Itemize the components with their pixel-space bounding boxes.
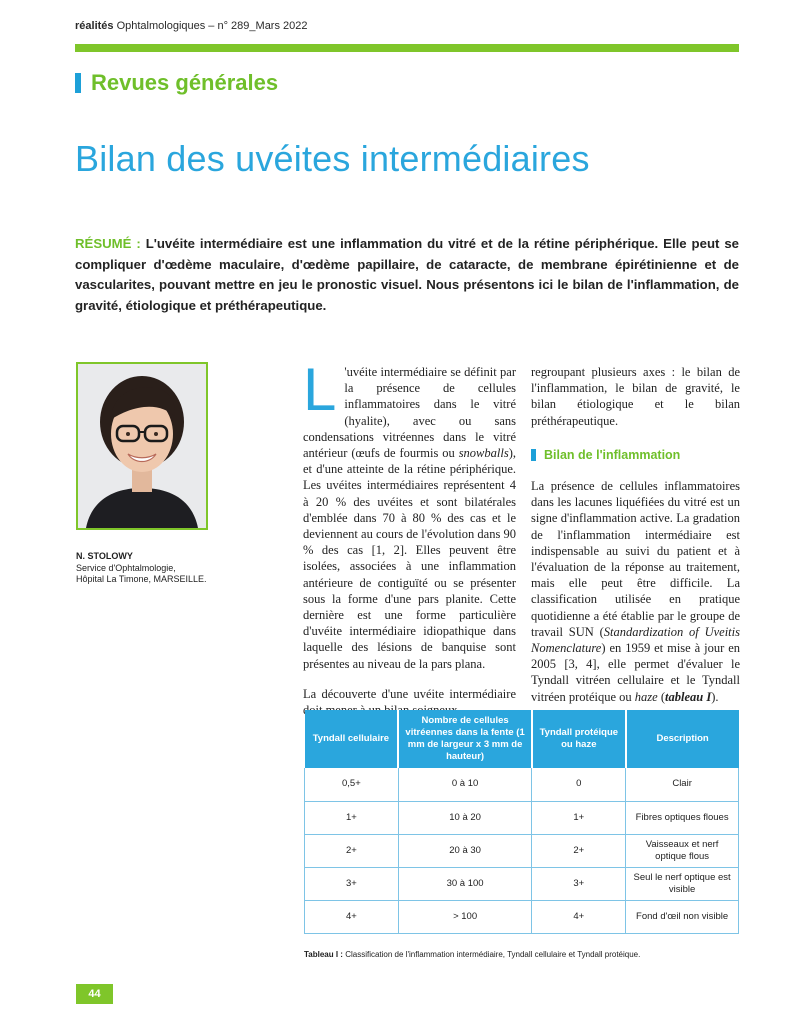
section-marker: [75, 73, 81, 93]
header-tyndall-proteique: Tyndall protéique ou haze: [532, 710, 626, 768]
table-cell: 0: [532, 768, 626, 801]
table-row: [305, 900, 739, 933]
author-affiliation: [76, 563, 207, 585]
axes-paragraph: regroupant plusieurs axes : le bilan de l'inflammation, le bilan de gravité, le bilan étiologique et le bilan préthérapeutique.: [531, 365, 740, 428]
table-cell: 3+: [532, 867, 626, 900]
author-name: N. STOLOWY: [76, 551, 133, 561]
table-cell: 2+: [305, 834, 399, 867]
table-cell: 1+: [305, 801, 399, 834]
subsection-title: Bilan de l'inflammation: [544, 447, 681, 462]
table-cell: 0,5+: [305, 768, 399, 801]
article-title: Bilan des uvéites intermédiaires: [75, 138, 590, 179]
drop-cap: L: [303, 356, 337, 423]
inflammation-text-em: Standardization of Uveitis Nomenclature: [531, 624, 740, 656]
inflammation-paragraph: [531, 478, 740, 705]
table-cell: Vaisseaux et nerf optique flous: [626, 834, 739, 867]
inflammation-text-c: (: [657, 689, 666, 704]
classification-table: [304, 710, 739, 934]
table-cell: 10 à 20: [398, 801, 532, 834]
inflammation-text-a: La présence de cellules inflammatoires dans les lacunes liquéfiées du vitré est un signe d'inflammation active. La gradation de l'inflammation intermédiaire est indispensable au suivi du patient et à l'évaluation de la réponse au traitement, mais elle peut être difficile. La classification utilisée en pratique quotidienne a été établie par le groupe de travail SUN (: [531, 479, 740, 639]
table-cell: Seul le nerf optique est visible: [626, 867, 739, 900]
table-cell: 2+: [532, 834, 626, 867]
intro-text-b: ), et d'une atteinte de la rétine périphérique. Les uvéites intermédiaires représentent 4 à 20 % des uvéites et sont bilatérales d'emblée dans 70 à 80 % des cas et le deviennent au cours de l'évolution dans 90 % des cas [1, 2]. Elles peuvent être isolées, associées à une inflammation antérieure de contiguïté ou se présenter sous la forme d'une pars planite. Cette dernière est une forme particulière d'uvéite intermédiaire idiopathique dans laquelle des lésions de banquise sont présentes au niveau de la pars plana.: [303, 446, 516, 671]
table-caption: [304, 950, 640, 959]
table-cell: 4+: [532, 900, 626, 933]
body-column-2: [531, 364, 740, 705]
author-photo: [76, 362, 208, 530]
table-cell: 20 à 30: [398, 834, 532, 867]
inflammation-text-d: ).: [711, 689, 719, 704]
body-column-1: [303, 356, 516, 718]
table-row: [305, 768, 739, 801]
section-title: Revues générales: [91, 70, 279, 95]
intro-text-a: 'uvéite intermédiaire se définit par la présence de cellules inflammatoires dans le vitré (hyalite), avec ou sans condensations vitréennes dans le vitré antérieur (œufs de fourmis ou: [303, 365, 516, 461]
table-cell: Clair: [626, 768, 739, 801]
header-tyndall-cellulaire: Tyndall cellulaire: [305, 710, 399, 768]
abstract-label: RÉSUMÉ :: [75, 236, 146, 251]
section-heading: [75, 70, 278, 96]
page-number: 44: [76, 984, 113, 1004]
abstract: [75, 234, 739, 316]
table-reference: tableau I: [665, 689, 712, 704]
journal-issue: Ophtalmologiques – n° 289_Mars 2022: [113, 20, 308, 32]
table-cell: Fibres optiques floues: [626, 801, 739, 834]
table-row: [305, 867, 739, 900]
discovery-paragraph: La découverte d'une uvéite intermédiaire: [303, 686, 516, 701]
table-cell: 30 à 100: [398, 867, 532, 900]
table-cell: Fond d'œil non visible: [626, 900, 739, 933]
header-rule: [75, 44, 739, 52]
journal-header: [75, 20, 308, 32]
header-nombre-cellules: Nombre de cellules vitréennes dans la fente (1 mm de largeur x 3 mm de hauteur): [398, 710, 532, 768]
inflammation-text-em2: haze: [634, 689, 658, 704]
journal-brand: réalités: [75, 20, 114, 32]
table-header-row: [305, 710, 739, 768]
abstract-text: L'uvéite intermédiaire est une inflammation du vitré et de la rétine périphérique. Elle peut se compliquer d'œdème maculaire, d'œdème papillaire, de cataracte, de membrane épirétinienne et de vascularites, pouvant mettre en jeu le pronostic visuel. Nous présentons ici le bilan de l'inflammation, de gravité, étiologique et préthérapeutique.: [75, 236, 739, 313]
table-cell: 3+: [305, 867, 399, 900]
caption-text: Classification de l'inflammation intermédiaire, Tyndall cellulaire et Tyndall protéique.: [342, 950, 641, 959]
subsection-heading: [531, 447, 740, 463]
inflammation-text-b: ) en 1959 et mise à jour en 2005 [3, 4], elle permet d'évaluer le Tyndall vitréen cellulaire et le Tyndall vitréen protéique ou: [531, 641, 740, 704]
table-cell: > 100: [398, 900, 532, 933]
affiliation-line-1: Service d'Ophtalmologie,: [76, 563, 176, 573]
table-row: [305, 834, 739, 867]
author-portrait-image: [78, 364, 206, 528]
caption-label: Tableau I :: [304, 950, 343, 959]
intro-text-emphasis: snowballs: [458, 446, 509, 461]
subsection-marker: [531, 449, 536, 461]
table-row: [305, 801, 739, 834]
header-description: Description: [626, 710, 739, 768]
table-cell: 1+: [532, 801, 626, 834]
table-cell: 0 à 10: [398, 768, 532, 801]
table-cell: 4+: [305, 900, 399, 933]
affiliation-line-2: Hôpital La Timone, MARSEILLE.: [76, 574, 207, 584]
intro-paragraph: [303, 356, 516, 672]
